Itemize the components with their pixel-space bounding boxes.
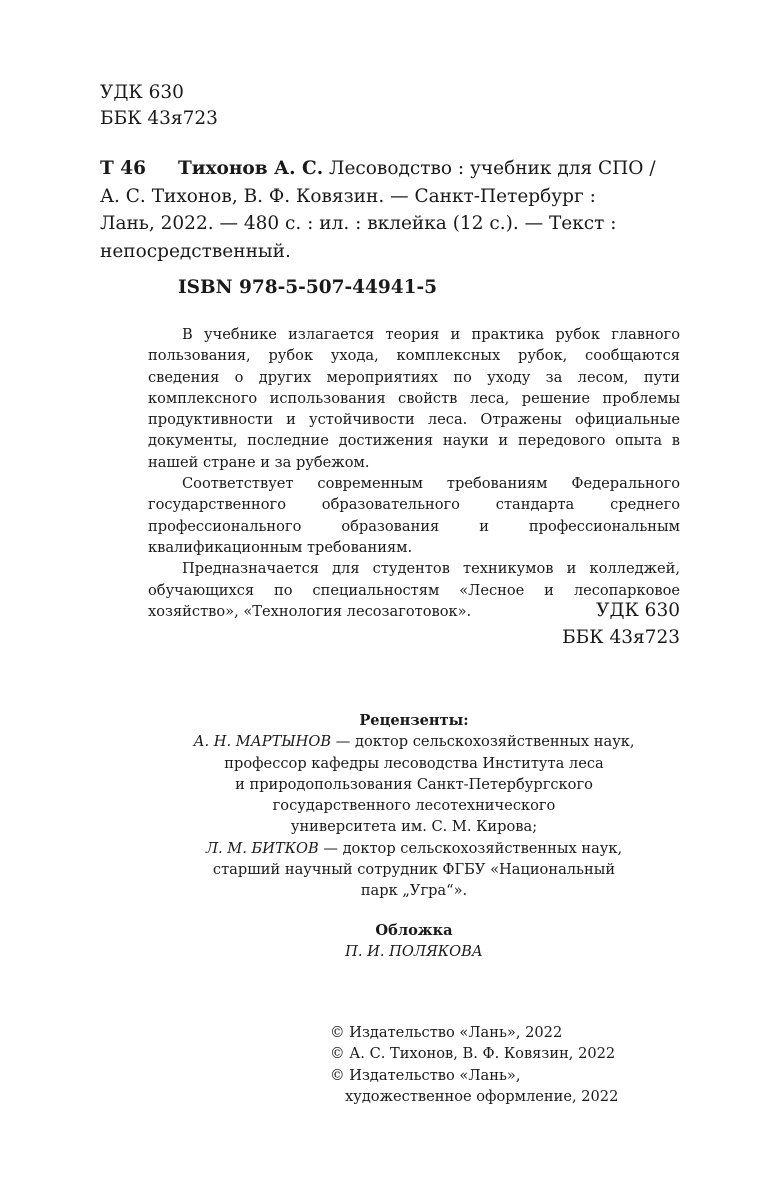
reviewer-line: парк „Угра“». bbox=[360, 882, 468, 900]
author-name: Тихонов А. С. bbox=[178, 158, 324, 179]
annotation-paragraph: Соответствует современным требованиям Федерального государственного образовательного стандарта среднего профессионального образования и профессиональным квалификационным требованиям. bbox=[148, 475, 680, 556]
content-type-line: непосредственный. bbox=[100, 240, 291, 262]
reviewer-degree: — доктор сельскохозяйственных наук, bbox=[331, 733, 635, 751]
reviewer-name: А. Н. МАРТЫНОВ bbox=[193, 733, 332, 751]
reviewer-line: государственного лесотехнического bbox=[272, 797, 556, 815]
reviewer-line: и природопользования Санкт-Петербургского bbox=[235, 775, 593, 793]
copyright-line: художественное оформление, 2022 bbox=[345, 1087, 619, 1105]
reviewer-line bbox=[148, 838, 680, 859]
bbk-code: ББК 43я723 bbox=[562, 627, 680, 648]
udk-code: УДК 630 bbox=[596, 600, 680, 621]
reviewer-line: старший научный сотрудник ФГБУ «Национальный bbox=[212, 861, 616, 879]
classification-codes-top bbox=[100, 80, 218, 132]
bbk-code: ББК 43я723 bbox=[100, 108, 218, 129]
classification-codes-bottom bbox=[562, 597, 680, 651]
copyright-line: © Издательство «Лань», 2022 bbox=[330, 1024, 563, 1041]
cover-title: Обложка bbox=[375, 922, 453, 939]
reviewer-degree: — доктор сельскохозяйственных наук, bbox=[318, 839, 623, 857]
reviewer-line: профессор кафедры лесоводства Института леса bbox=[224, 754, 604, 772]
reviewers-title: Рецензенты: bbox=[359, 712, 469, 729]
author-mark: Т 46 bbox=[100, 158, 146, 179]
bibliographic-record bbox=[100, 155, 680, 265]
annotation bbox=[148, 324, 680, 622]
reviewers-block bbox=[148, 710, 680, 902]
cover-designer: П. И. ПОЛЯКОВА bbox=[345, 943, 483, 961]
cover-credit bbox=[148, 920, 680, 963]
annotation-paragraph: В учебнике излагается теория и практика рубок главного пользования, рубок ухода, комплексных рубок, сообщаются сведения о других мероприятиях по уходу за лесом, пути комплексного использования свойств леса, решение проблемы продуктивности и устойчивости леса. Отражены официальные документы, последние достижения науки и передового опыта в нашей стране и за рубежом. bbox=[148, 326, 680, 471]
udk-code: УДК 630 bbox=[100, 82, 184, 103]
isbn: ISBN 978-5-507-44941-5 bbox=[178, 277, 438, 298]
copyright-block bbox=[330, 1022, 618, 1107]
title-line: Лесоводство : учебник для СПО / bbox=[323, 158, 656, 179]
reviewer-line: университета им. С. М. Кирова; bbox=[290, 818, 538, 836]
annotation-paragraph: Предназначается для студентов техникумов и колледжей, обучающихся по специальностям «Лесное и лесопарковое хозяйство», «Технология лесозаготовок». bbox=[148, 560, 680, 620]
copyright-line: © А. С. Тихонов, В. Ф. Ковязин, 2022 bbox=[330, 1045, 616, 1063]
reviewer-line bbox=[148, 731, 680, 752]
reviewer-name: Л. М. БИТКОВ bbox=[205, 839, 319, 857]
publication-line: Лань, 2022. — 480 с. : ил. : вклейка (12 с.). — Текст : bbox=[100, 213, 617, 234]
responsibility-line: А. С. Тихонов, В. Ф. Ковязин. — Санкт-Петербург : bbox=[100, 185, 596, 207]
copyright-line: © Издательство «Лань», bbox=[330, 1066, 521, 1084]
